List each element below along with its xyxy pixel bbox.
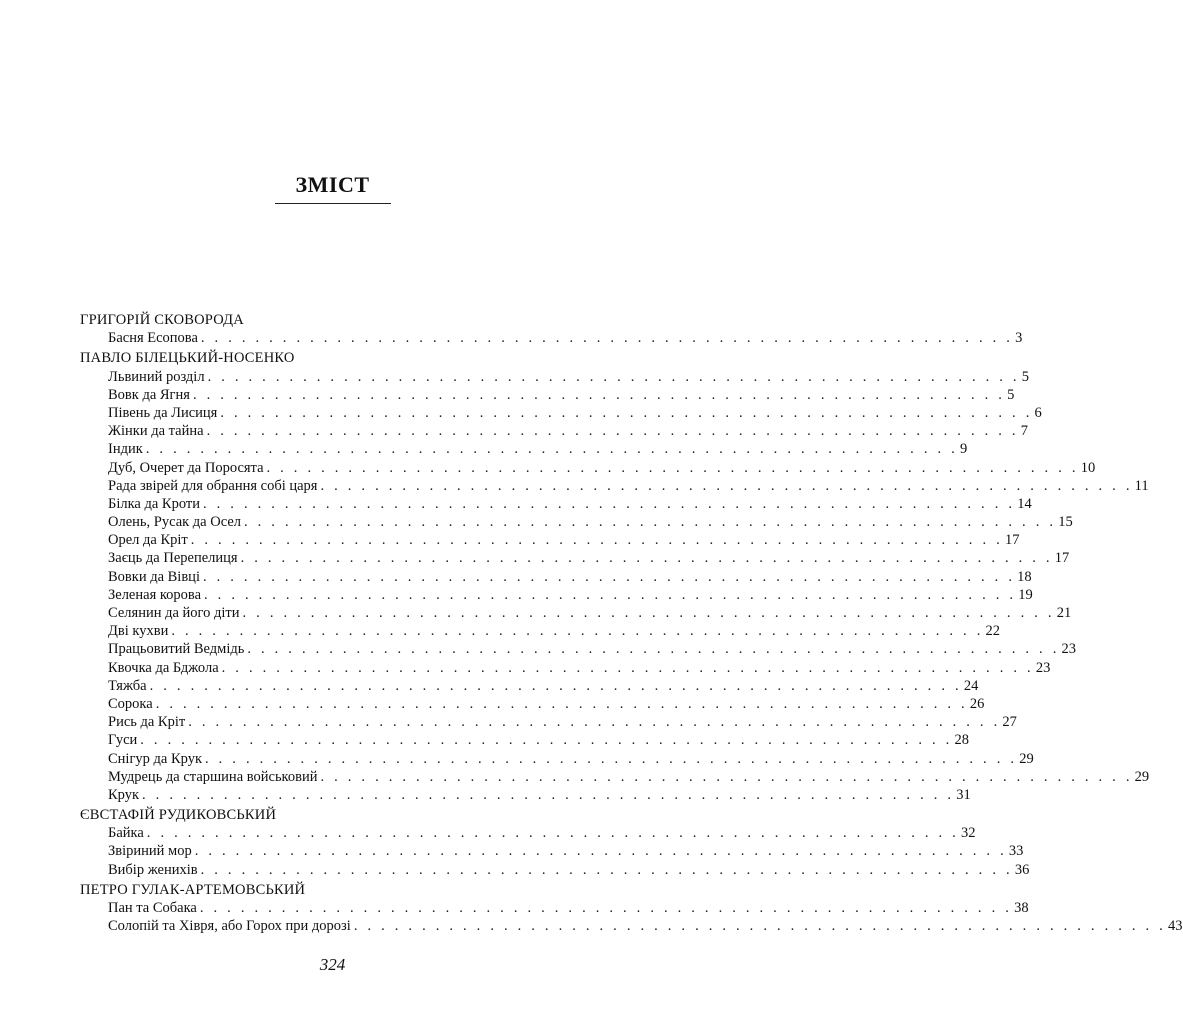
- entry-page: 31: [956, 786, 971, 803]
- entry-title: Селянин да його діти: [108, 605, 240, 621]
- entry-title: Гуси: [108, 732, 138, 749]
- entry-page: 21: [1056, 605, 1072, 621]
- toc-entry: [80, 386, 1015, 404]
- dot-leader: . . . . . . . . . . . . . . . . . . . . . . . . . . . . . . . . . . . . . . . . . . . . . . . . . . . . . . . . . . . .: [200, 330, 1014, 347]
- entry-title: Дві кухви: [108, 623, 169, 640]
- entry-title: Снігур да Крук: [108, 750, 202, 767]
- entry-title: Олень, Русак да Осел: [108, 514, 241, 531]
- dot-leader: . . . . . . . . . . . . . . . . . . . . . . . . . . . . . . . . . . . . . . . . . . . . . . . . . . . . . . . . . . . .: [353, 918, 1167, 935]
- entry-page: 29: [1134, 768, 1150, 785]
- entry-page: 17: [1004, 532, 1020, 549]
- dot-leader: . . . . . . . . . . . . . . . . . . . . . . . . . . . . . . . . . . . . . . . . . . . . . . . . . . . . . . . . . . . .: [242, 605, 1055, 621]
- toc-entry: [80, 477, 1149, 495]
- entry-title: Півень да Лисиця: [108, 404, 218, 421]
- toc-entry: [80, 750, 1034, 768]
- dot-leader: . . . . . . . . . . . . . . . . . . . . . . . . . . . . . . . . . . . . . . . . . . . . . . . . . . . . . . . . . . . .: [266, 459, 1079, 476]
- section-author: ЄВСТАФІЙ РУДИКОВСЬКИЙ: [80, 807, 277, 824]
- entry-title: Вовки да Вівці: [108, 568, 200, 585]
- entry-page: 28: [954, 732, 969, 749]
- entry-title: Індик: [108, 441, 143, 458]
- toc-entry: [80, 659, 1051, 677]
- dot-leader: . . . . . . . . . . . . . . . . . . . . . . . . . . . . . . . . . . . . . . . . . . . . . . . . . . . . . . . . . . . .: [207, 368, 1020, 385]
- entry-page: 11: [1134, 477, 1149, 494]
- toc-entry: [80, 786, 971, 804]
- entry-page: 9: [959, 441, 968, 458]
- entry-title: Рись да Кріт: [108, 714, 186, 731]
- entry-page: 17: [1054, 550, 1070, 567]
- entry-title: Басня Есопова: [108, 330, 198, 347]
- toc-entry: [80, 549, 1070, 567]
- entry-page: 5: [1021, 368, 1030, 385]
- entry-title: Заєць да Перепелиця: [108, 550, 238, 567]
- dot-leader: . . . . . . . . . . . . . . . . . . . . . . . . . . . . . . . . . . . . . . . . . . . . . . . . . . . . . . . . . . . .: [149, 677, 962, 694]
- entry-page: 33: [1008, 843, 1024, 860]
- dot-leader: . . . . . . . . . . . . . . . . . . . . . . . . . . . . . . . . . . . . . . . . . . . . . . . . . . . . . . . . . . . .: [202, 568, 1016, 585]
- toc-entry: [80, 531, 1020, 549]
- dot-leader: . . . . . . . . . . . . . . . . . . . . . . . . . . . . . . . . . . . . . . . . . . . . . . . . . . . . . . . . . . . .: [146, 825, 959, 842]
- entry-title: Львиний розділ: [108, 368, 205, 385]
- entry-title: Вовк да Ягня: [108, 386, 190, 403]
- dot-leader: . . . . . . . . . . . . . . . . . . . . . . . . . . . . . . . . . . . . . . . . . . . . . . . . . . . . . . . . . . . .: [320, 768, 1133, 785]
- entry-page: 32: [960, 825, 976, 842]
- entry-page: 19: [1018, 586, 1033, 603]
- dot-leader: . . . . . . . . . . . . . . . . . . . . . . . . . . . . . . . . . . . . . . . . . . . . . . . . . . . . . . . . . . . .: [199, 900, 1013, 916]
- entry-page: 14: [1017, 495, 1032, 512]
- entry-title: Працьовитий Ведмідь: [108, 641, 245, 658]
- entry-page: 36: [1014, 861, 1030, 878]
- entry-page: 7: [1020, 423, 1028, 440]
- entry-page: 27: [1002, 714, 1017, 731]
- toc-entry: [80, 861, 1030, 879]
- dot-leader: . . . . . . . . . . . . . . . . . . . . . . . . . . . . . . . . . . . . . . . . . . . . . . . . . . . . . . . . . . . .: [221, 659, 1034, 676]
- entry-title: Байка: [108, 825, 144, 842]
- toc-entry: [80, 768, 1150, 786]
- entry-page: 23: [1061, 641, 1077, 658]
- toc-entry: [80, 422, 1028, 440]
- entry-page: 24: [963, 677, 979, 694]
- title-underline: [275, 203, 391, 204]
- toc-entry: [80, 604, 1072, 622]
- toc-entry: [80, 568, 1032, 586]
- entry-page: 18: [1017, 568, 1032, 585]
- toc-entry: [80, 677, 979, 695]
- table-of-contents: [80, 311, 1183, 935]
- entry-title: Пан та Собака: [108, 900, 197, 916]
- entry-page: 29: [1019, 750, 1034, 767]
- toc-entry: [80, 731, 969, 749]
- dot-leader: . . . . . . . . . . . . . . . . . . . . . . . . . . . . . . . . . . . . . . . . . . . . . . . . . . . . . . . . . . . .: [240, 550, 1053, 567]
- entry-title: Зеленая корова: [108, 586, 202, 603]
- page-number: 324: [319, 955, 346, 974]
- dot-leader: . . . . . . . . . . . . . . . . . . . . . . . . . . . . . . . . . . . . . . . . . . . . . . . . . . . . . . . . . . . .: [194, 843, 1007, 860]
- dot-leader: . . . . . . . . . . . . . . . . . . . . . . . . . . . . . . . . . . . . . . . . . . . . . . . . . . . . . . . . . . . .: [205, 750, 1018, 767]
- dot-leader: . . . . . . . . . . . . . . . . . . . . . . . . . . . . . . . . . . . . . . . . . . . . . . . . . . . . . . . . . . . .: [192, 386, 1006, 403]
- section-author: ПЕТРО ГУЛАК-АРТЕМОВСЬКИЙ: [80, 881, 306, 898]
- dot-leader: . . . . . . . . . . . . . . . . . . . . . . . . . . . . . . . . . . . . . . . . . . . . . . . . . . . . . . . . . . . .: [206, 423, 1019, 440]
- entry-title: Вибір женихів: [108, 861, 198, 878]
- entry-page: 23: [1035, 659, 1051, 676]
- entry-title: Солопій та Хівря, або Горох при дорозі: [108, 918, 351, 935]
- entry-page: 5: [1007, 386, 1015, 403]
- toc-entry: [80, 440, 968, 458]
- dot-leader: . . . . . . . . . . . . . . . . . . . . . . . . . . . . . . . . . . . . . . . . . . . . . . . . . . . . . . . . . . . .: [171, 623, 984, 640]
- entry-page: 3: [1015, 330, 1023, 347]
- entry-title: Дуб, Очерет да Поросята: [108, 459, 264, 476]
- dot-leader: . . . . . . . . . . . . . . . . . . . . . . . . . . . . . . . . . . . . . . . . . . . . . . . . . . . . . . . . . . . .: [247, 641, 1060, 658]
- toc-entry: [80, 586, 1033, 604]
- dot-leader: . . . . . . . . . . . . . . . . . . . . . . . . . . . . . . . . . . . . . . . . . . . . . . . . . . . . . . . . . . . .: [200, 861, 1013, 878]
- entry-page: 10: [1080, 459, 1096, 476]
- entry-page: 22: [985, 623, 1001, 640]
- toc-entry: [80, 404, 1042, 422]
- entry-title: Рада звірей для обрання собі царя: [108, 477, 318, 494]
- entry-title: Тяжба: [108, 677, 147, 694]
- entry-title: Крук: [108, 786, 140, 803]
- entry-page: 38: [1014, 900, 1029, 916]
- dot-leader: . . . . . . . . . . . . . . . . . . . . . . . . . . . . . . . . . . . . . . . . . . . . . . . . . . . . . . . . . . . .: [220, 404, 1033, 421]
- entry-title: Орел да Кріт: [108, 532, 188, 549]
- entry-page: 15: [1058, 514, 1073, 531]
- dot-leader: . . . . . . . . . . . . . . . . . . . . . . . . . . . . . . . . . . . . . . . . . . . . . . . . . . . . . . . . . . . .: [320, 477, 1133, 494]
- dot-leader: . . . . . . . . . . . . . . . . . . . . . . . . . . . . . . . . . . . . . . . . . . . . . . . . . . . . . . . . . . . .: [140, 732, 953, 749]
- dot-leader: . . . . . . . . . . . . . . . . . . . . . . . . . . . . . . . . . . . . . . . . . . . . . . . . . . . . . . . . . . . .: [188, 714, 1001, 731]
- toc-entry: [80, 842, 1024, 860]
- entry-title: Білка да Кроти: [108, 495, 200, 512]
- dot-leader: . . . . . . . . . . . . . . . . . . . . . . . . . . . . . . . . . . . . . . . . . . . . . . . . . . . . . . . . . . . .: [204, 586, 1017, 603]
- entry-title: Жінки да тайна: [108, 423, 204, 440]
- entry-title: Квочка да Бджола: [108, 659, 219, 676]
- toc-entry: [80, 917, 1183, 935]
- dot-leader: . . . . . . . . . . . . . . . . . . . . . . . . . . . . . . . . . . . . . . . . . . . . . . . . . . . . . . . . . . . .: [142, 786, 955, 803]
- dot-leader: . . . . . . . . . . . . . . . . . . . . . . . . . . . . . . . . . . . . . . . . . . . . . . . . . . . . . . . . . . . .: [145, 441, 958, 458]
- dot-leader: . . . . . . . . . . . . . . . . . . . . . . . . . . . . . . . . . . . . . . . . . . . . . . . . . . . . . . . . . . . .: [155, 695, 968, 712]
- section-author: ПАВЛО БІЛЕЦЬКИЙ-НОСЕНКО: [80, 350, 295, 367]
- toc-entry: [80, 899, 1029, 917]
- entry-title: Сорока: [108, 695, 153, 712]
- toc-entry: [80, 495, 1032, 513]
- page-title: ЗМІСТ: [295, 172, 370, 197]
- toc-entry: [80, 329, 1023, 347]
- section-author: ГРИГОРІЙ СКОВОРОДА: [80, 312, 244, 328]
- toc-entry: [80, 695, 985, 713]
- dot-leader: . . . . . . . . . . . . . . . . . . . . . . . . . . . . . . . . . . . . . . . . . . . . . . . . . . . . . . . . . . . .: [190, 532, 1003, 549]
- toc-entry: [80, 713, 1017, 731]
- toc-entry: [80, 824, 976, 842]
- entry-title: Мудрець да старшина войськовий: [108, 768, 318, 785]
- dot-leader: . . . . . . . . . . . . . . . . . . . . . . . . . . . . . . . . . . . . . . . . . . . . . . . . . . . . . . . . . . . .: [244, 514, 1057, 531]
- entry-page: 43: [1168, 918, 1183, 935]
- toc-entry: [80, 640, 1077, 658]
- toc-entry: [80, 459, 1096, 477]
- toc-entry: [80, 513, 1073, 531]
- entry-page: 6: [1034, 404, 1042, 421]
- toc-entry: [80, 368, 1030, 386]
- dot-leader: . . . . . . . . . . . . . . . . . . . . . . . . . . . . . . . . . . . . . . . . . . . . . . . . . . . . . . . . . . . .: [203, 495, 1016, 512]
- toc-entry: [80, 622, 1001, 640]
- entry-title: Звіриний мор: [108, 843, 192, 860]
- entry-page: 26: [969, 695, 985, 712]
